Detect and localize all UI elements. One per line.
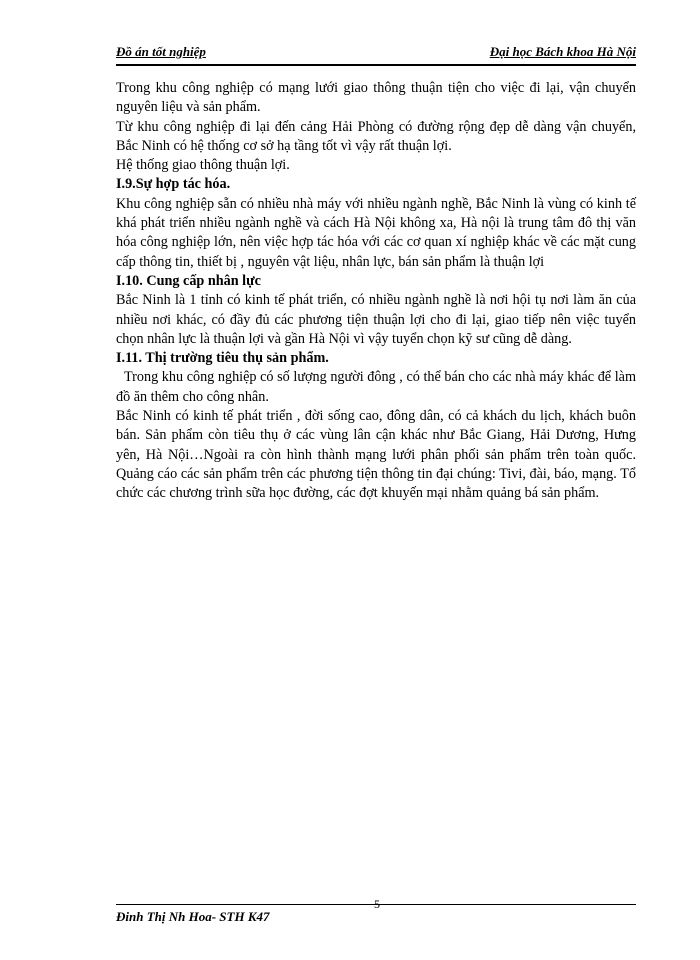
page-footer — [116, 897, 636, 927]
paragraph-transport: Trong khu công nghiệp có mạng lưới giao thông thuận tiện cho việc đi lại, vận chuyển nguyên liệu và sản phẩm. — [116, 80, 636, 116]
paragraph-cooperation: Khu công nghiệp sẵn có nhiều nhà máy với nhiều ngành nghề, Bắc Ninh là vùng có kinh tế khá phát triển nhiều ngành nghề và cách Hà Nội không xa, Hà nội là trung tâm đô thị văn hóa công nghiệp lớn, nên việc hợp tác hóa với các cơ quan xí nghiệp khác về các mặt cung cấp thông tin, thiết bị , nguyên vật liệu, nhân lực, bán sản phẩm là thuận lợi — [116, 195, 636, 270]
heading-cooperation: I.9.Sự hợp tác hóa. — [116, 176, 231, 193]
footer-author: Đinh Thị Nh Hoa- STH K47 — [116, 909, 270, 924]
document-body — [116, 79, 636, 504]
header-university-label: Đại học Bách khoa Hà Nội — [489, 44, 636, 59]
paragraph-port-access: Từ khu công nghiệp đi lại đến cảng Hải Phòng có đường rộng đẹp dễ dàng vận chuyển, Bắc Ninh có hệ thống cơ sở hạ tầng tốt vì vậy rất thuận lợi. — [116, 118, 636, 154]
heading-labor-supply: I.10. Cung cấp nhân lực — [116, 272, 261, 289]
page-header — [116, 44, 636, 66]
heading-market: I.11. Thị trường tiêu thụ sản phẩm. — [116, 350, 329, 367]
paragraph-market-regional: Bắc Ninh có kinh tế phát triển , đời sống cao, đông dân, có cả khách du lịch, khách buôn bán. Sản phẩm còn tiêu thụ ở các vùng lân cận khác như Bắc Giang, Hải Dương, Hưng yên, Hà Nội…Ngoài ra còn hình thành mạng lưới phân phối sản phẩm trên toàn quốc. Quảng cáo các sản phẩm trên các phương tiện thông tin đại chúng: Tivi, đài, báo, mạng. Tổ chức các chương trình sữa học đường, các đợt khuyến mại nhằm quảng bá sản phẩm. — [116, 408, 636, 502]
paragraph-transport-summary: Hệ thống giao thông thuận lợi. — [116, 157, 290, 174]
paragraph-labor-supply: Bắc Ninh là 1 tỉnh có kinh tế phát triển, có nhiều ngành nghề là nơi hội tụ nơi làm ăn của nhiều nơi khác, có đầy đủ các phương tiện thuận lợi cho đi lại, giao tiếp nên việc tuyển chọn nhân lực là thuận lợi và gần Hà Nội vì vậy tuyển chọn kỹ sư cũng dễ dàng. — [116, 292, 636, 347]
page-number: 5 — [374, 897, 380, 911]
paragraph-market-local: Trong khu công nghiệp có số lượng người đông , có thể bán cho các nhà máy khác để làm đồ ăn thêm cho công nhân. — [116, 369, 636, 405]
header-thesis-label: Đồ án tốt nghiệp — [116, 44, 206, 59]
